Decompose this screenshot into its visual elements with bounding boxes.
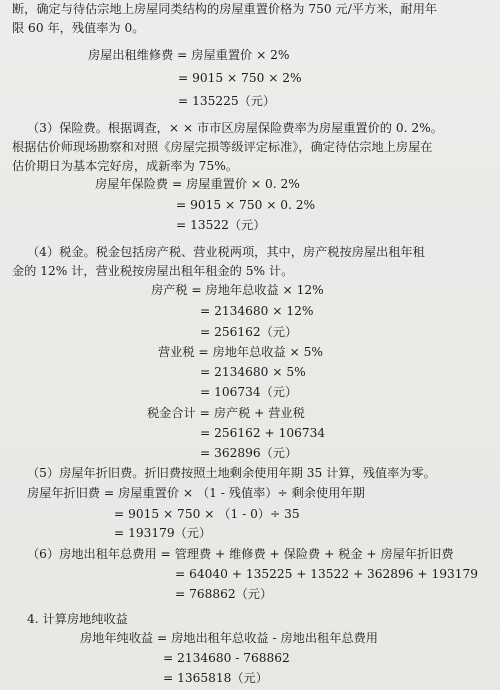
formula-line: = 9015 × 750 × 2% — [178, 71, 302, 85]
formula-line: 房屋年折旧费 = 房屋重置价 × （1 - 残值率）÷ 剩余使用年期 — [27, 486, 365, 500]
formula-line: = 135225（元） — [178, 94, 276, 108]
formula-line: 房产税 = 房地年总收益 × 12% — [151, 283, 324, 297]
paragraph-line: 金的 12% 计，营业税按房屋出租年租金的 5% 计。 — [12, 264, 294, 278]
formula-line: 营业税 = 房地年总收益 × 5% — [158, 345, 323, 359]
formula-line: = 9015 × 750 × 0. 2% — [176, 198, 316, 212]
formula-line: = 768862（元） — [175, 587, 273, 601]
formula-line: = 1365818（元） — [163, 671, 268, 685]
formula-line: = 256162（元） — [200, 325, 298, 339]
formula-line: （6）房地出租年总费用 = 管理费 + 维修费 + 保险费 + 税金 + 房屋年折旧费 — [27, 547, 454, 561]
formula-line: = 64040 + 135225 + 13522 + 362896 + 193179 — [175, 567, 479, 581]
paragraph-line: （5）房屋年折旧费。折旧费按照土地剩余使用年期 35 计算，残值率为零。 — [27, 466, 436, 480]
section-heading: 4. 计算房地纯收益 — [27, 612, 128, 626]
formula-line: = 362896（元） — [200, 446, 298, 460]
paragraph-line: （4）税金。税金包括房产税、营业税两项，其中，房产税按房屋出租年租 — [27, 245, 425, 259]
formula-line: = 2134680 - 768862 — [163, 651, 290, 665]
formula-line: = 13522（元） — [176, 218, 266, 232]
paragraph-line: 限 60 年，残值率为 0。 — [12, 21, 145, 35]
formula-line: 税金合计 = 房产税 + 营业税 — [147, 406, 305, 420]
formula-line: 房地年纯收益 = 房地出租年总收益 - 房地出租年总费用 — [80, 631, 378, 645]
paragraph-line: 断，确定与待估宗地上房屋同类结构的房屋重置价格为 750 元/平方米，耐用年 — [12, 2, 438, 16]
formula-line: = 106734（元） — [200, 385, 298, 399]
paragraph-line: 根据估价师现场勘察和对照《房屋完损等级评定标准》，确定待估宗地上房屋在 — [12, 140, 433, 154]
formula-line: = 193179（元） — [114, 526, 212, 540]
formula-line: = 9015 × 750 × （1 - 0）÷ 35 — [114, 507, 300, 521]
paragraph-line: （3）保险费。根据调查，× × 市市区房屋保险费率为房屋重置价的 0. 2%。 — [27, 121, 443, 135]
formula-line: = 256162 + 106734 — [200, 426, 326, 440]
formula-line: 房屋出租维修费 = 房屋重置价 × 2% — [88, 48, 290, 62]
formula-line: = 2134680 × 5% — [200, 365, 306, 379]
formula-line: 房屋年保险费 = 房屋重置价 × 0. 2% — [95, 177, 300, 191]
paragraph-line: 估价期日为基本完好房，成新率为 75%。 — [12, 159, 238, 173]
formula-line: = 2134680 × 12% — [200, 304, 314, 318]
